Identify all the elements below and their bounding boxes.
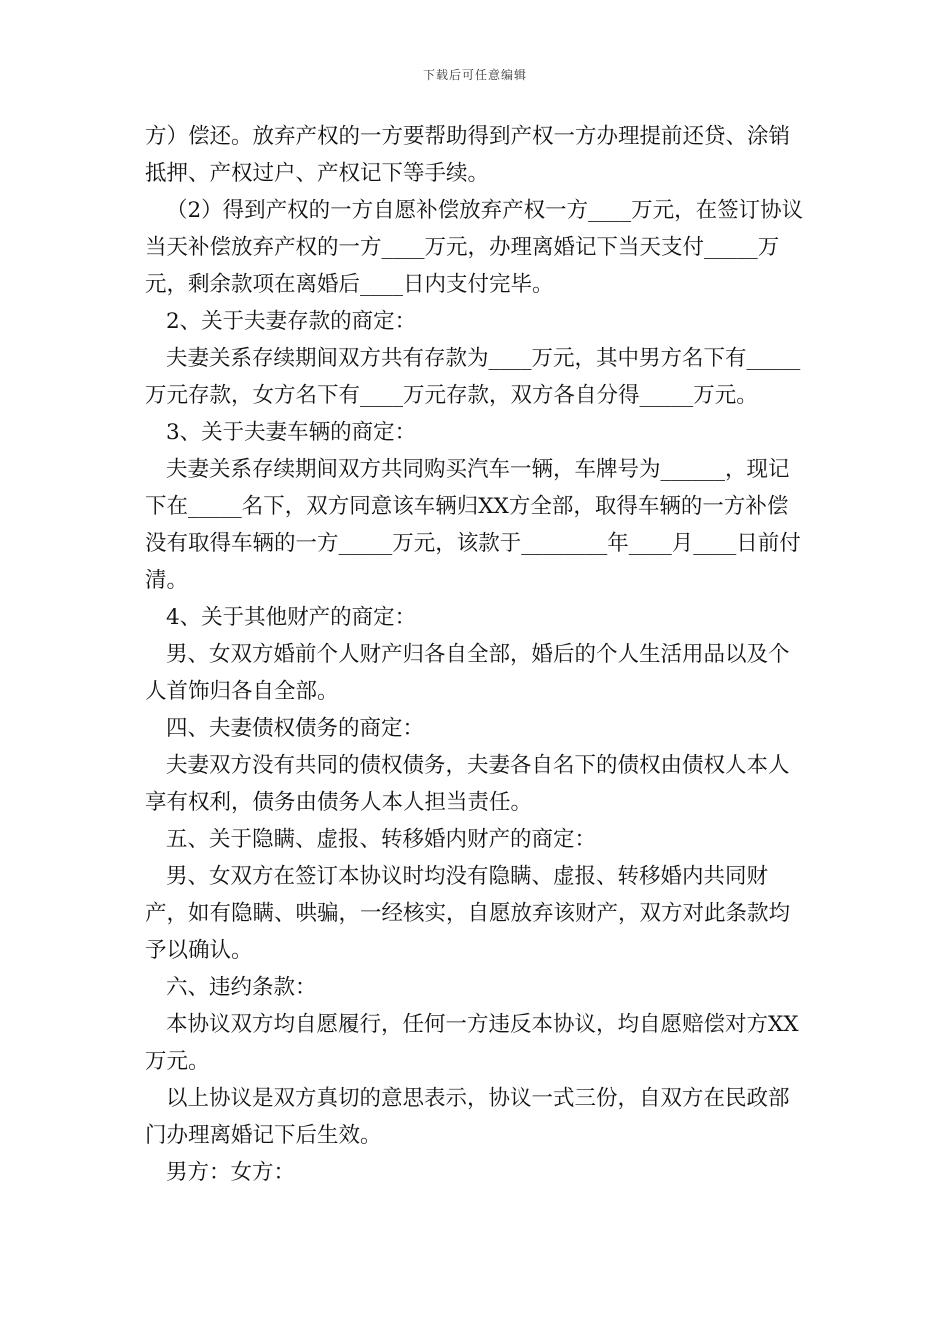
paragraph: 夫妻关系存续期间双方共有存款为____万元，其中男方名下有_____万元存款，女方名下有____万元存款，双方各自分得_____万元。 — [145, 346, 801, 408]
signature-line: 男方：女方： — [166, 1160, 296, 1185]
paragraph: 本协议双方均自愿履行，任何一方违反本协议，均自愿赔偿对方XX万元。 — [145, 1012, 799, 1074]
paragraph: 夫妻双方没有共同的债权债务，夫妻各自名下的债权由债权人本人享有权利，债务由债务人本人担当责任。 — [145, 753, 790, 815]
page-header: 下载后可任意编辑 — [422, 68, 527, 82]
paragraph: 男、女双方婚前个人财产归各自全部，婚后的个人生活用品以及个人首饰归各自全部。 — [145, 642, 790, 704]
section-heading: 2、关于夫妻存款的商定： — [166, 309, 417, 334]
paragraph: 男、女双方在签订本协议时均没有隐瞒、虚报、转移婚内共同财产，如有隐瞒、哄骗，一经核实，自愿放弃该财产，双方对此条款均予以确认。 — [145, 864, 791, 963]
section-heading: 4、关于其他财产的商定： — [166, 605, 417, 630]
paragraph: 方）偿还。放弃产权的一方要帮助得到产权一方办理提前还贷、涂销抵押、产权过户、产权记下等手续。 — [145, 124, 791, 186]
paragraph: 夫妻关系存续期间双方共同购买汽车一辆，车牌号为______，现记下在_____名下，双方同意该车辆归XX方全部，取得车辆的一方补偿没有取得车辆的一方_____万元，该款于________年____月____日前付清。 — [145, 457, 801, 593]
paragraph: （2）得到产权的一方自愿补偿放弃产权一方____万元，在签订协议当天补偿放弃产权的一方____万元，办理离婚记下当天支付_____万元，剩余款项在离婚后____日内支付完毕。 — [145, 198, 804, 297]
section-heading: 六、违约条款： — [166, 975, 317, 1000]
paragraph: 以上协议是双方真切的意思表示，协议一式三份，自双方在民政部门办理离婚记下后生效。 — [145, 1086, 790, 1148]
section-heading: 3、关于夫妻车辆的商定： — [166, 420, 417, 445]
section-heading: 五、关于隐瞒、虚报、转移婚内财产的商定： — [166, 827, 597, 852]
section-heading: 四、夫妻债权债务的商定： — [166, 716, 425, 741]
document-body — [145, 118, 807, 1191]
